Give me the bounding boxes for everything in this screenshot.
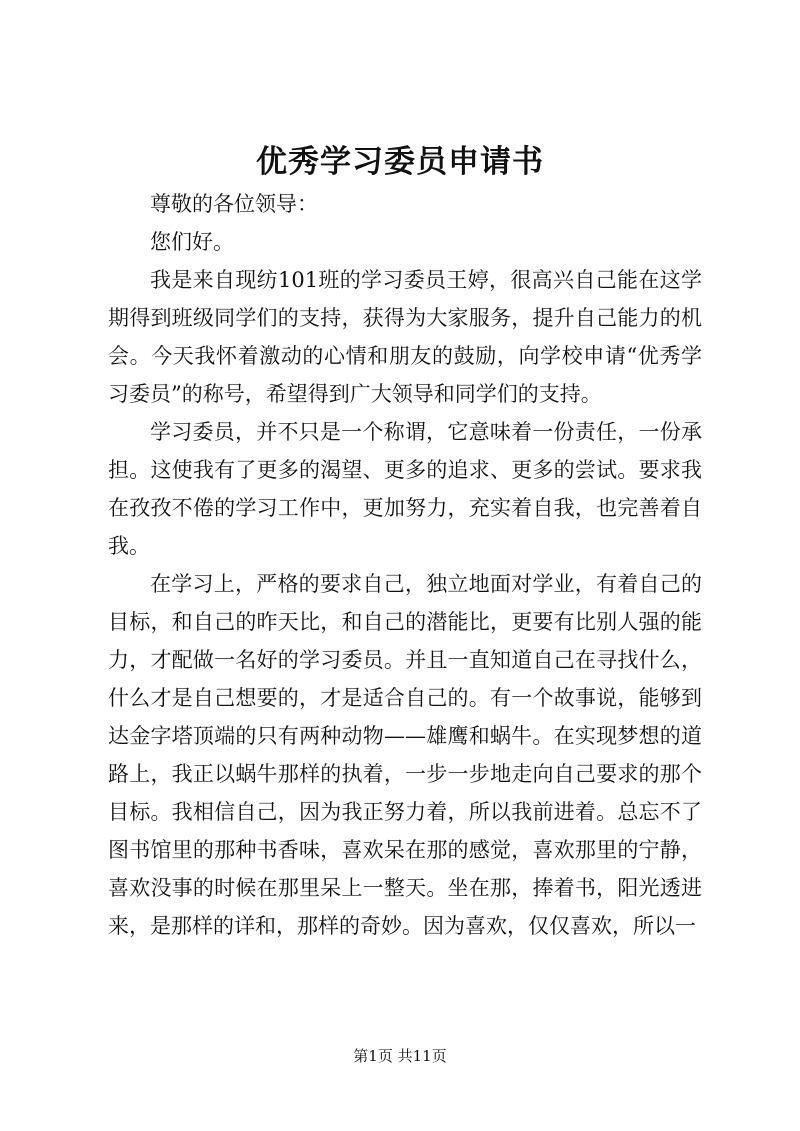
paragraph: 我是来自现纺101班的学习委员王婷，很高兴自己能在这学期得到班级同学们的支持，获得为大家服务，提升自己能力的机会。今天我怀着激动的心情和朋友的鼓励，向学校申请“优秀学习委员”的称号，希望得到广大领导和同学们的支持。 (108, 268, 702, 406)
paragraph: 学习委员，并不只是一个称谓，它意味着一份责任，一份承担。这使我有了更多的渴望、更多的追求、更多的尝试。要求我在孜孜不倦的学习工作中，更加努力，充实着自我，也完善着自我。 (108, 420, 702, 558)
page-footer: 第1页 共11页 (353, 1047, 447, 1065)
document-title: 优秀学习委员申请书 (256, 144, 544, 180)
salutation: 尊敬的各位领导： (150, 192, 318, 216)
document-body (108, 185, 702, 945)
paragraph: 在学习上，严格的要求自己，独立地面对学业，有着自己的目标，和自己的昨天比，和自己的潜能比，更要有比别人强的能力，才配做一名好的学习委员。并且一直知道自己在寻找什么，什么才是自己想要的，才是适合自己的。有一个故事说，能够到达金字塔顶端的只有两种动物——雄鹰和蜗牛。在实现梦想的道路上，我正以蜗牛那样的执着，一步一步地走向自己要求的那个目标。我相信自己，因为我正努力着，所以我前进着。总忘不了图书馆里的那种书香味，喜欢呆在那的感觉，喜欢那里的宁静，喜欢没事的时候在那里呆上一整天。坐在那，捧着书，阳光透进来，是那样的详和，那样的奇妙。因为喜欢，仅仅喜欢，所以一 (108, 572, 702, 938)
greeting: 您们好。 (150, 230, 234, 254)
